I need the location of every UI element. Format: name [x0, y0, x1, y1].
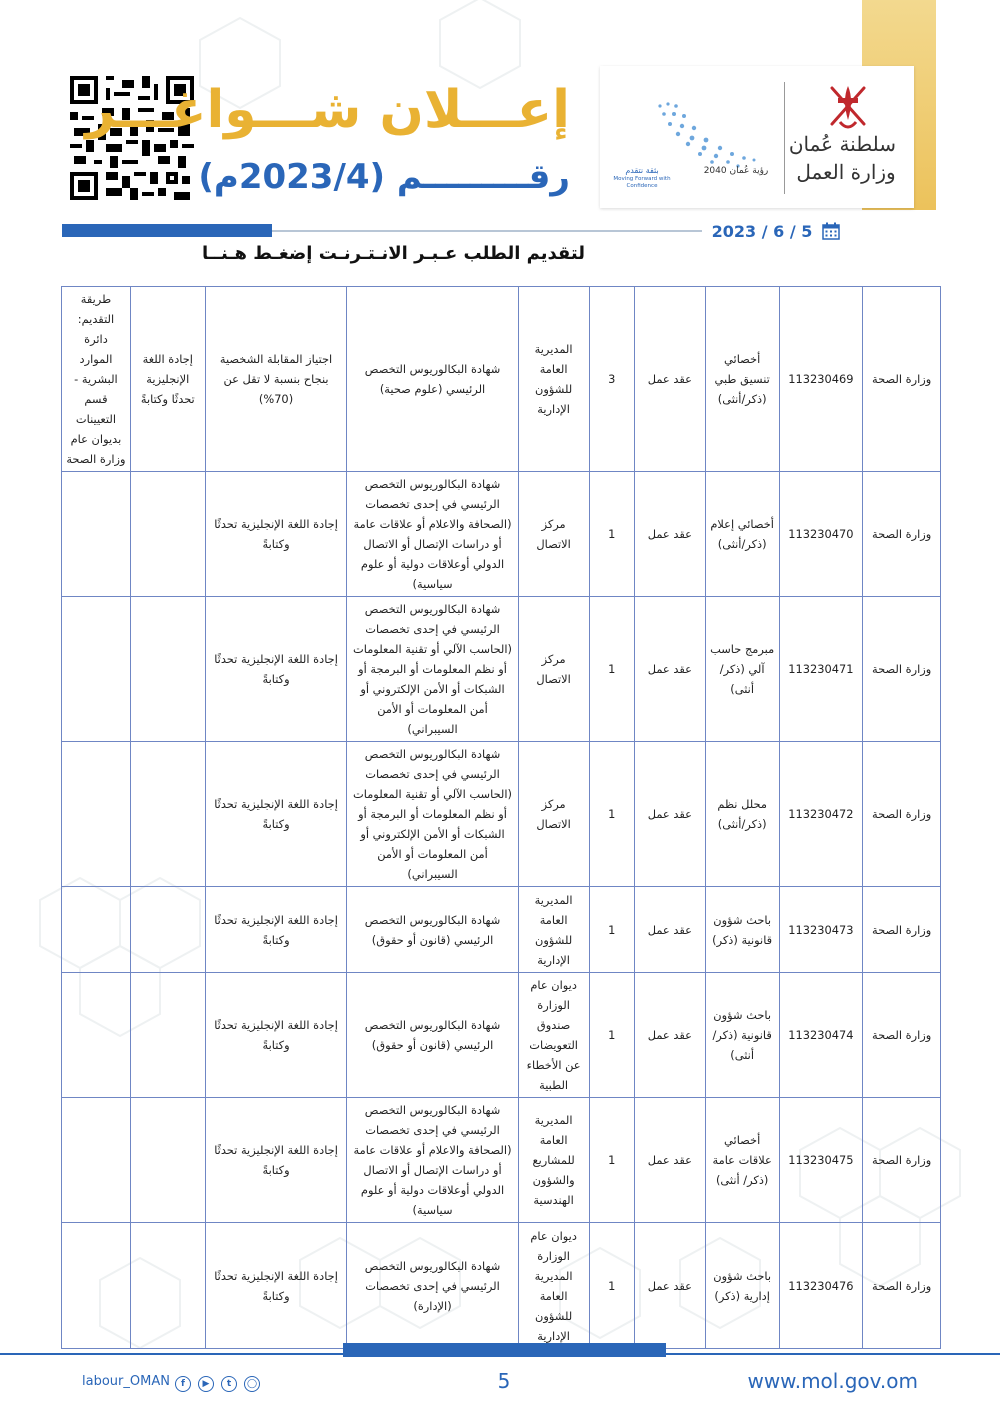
calendar-icon: [822, 222, 840, 240]
oman-emblem-icon: [826, 78, 870, 138]
cell-employer: وزارة الصحة: [863, 287, 941, 472]
cell-employer: وزارة الصحة: [863, 887, 941, 973]
cell-contract: عقد عمل: [634, 887, 705, 973]
instagram-icon[interactable]: ◯: [244, 1376, 260, 1392]
cell-employer: وزارة الصحة: [863, 742, 941, 887]
table-row: [62, 1223, 941, 1349]
cell-code: 113230472: [779, 742, 863, 887]
cell-req2: [130, 597, 205, 742]
cell-method: [62, 1223, 131, 1349]
cell-dept: المديرية العامة للشؤون الإدارية: [518, 887, 589, 973]
cell-contract: عقد عمل: [634, 1098, 705, 1223]
table-row: [62, 1098, 941, 1223]
cell-code: 113230469: [779, 287, 863, 472]
cell-code: 113230474: [779, 973, 863, 1098]
table-row: [62, 973, 941, 1098]
apply-online-link[interactable]: لتقديم الطلب عـبـر الانـتـرنـت إضغـط هـنــا: [201, 243, 585, 264]
cell-qualification: شهادة البكالوريوس التخصص الرئيسي في إحدى تخصصات (الإدارة): [347, 1223, 518, 1349]
cell-req2: [130, 973, 205, 1098]
date-text: 2023 / 6 / 5: [711, 222, 813, 241]
cell-count: 1: [589, 472, 634, 597]
website-link[interactable]: www.mol.gov.om: [747, 1369, 918, 1393]
cell-qualification: شهادة البكالوريوس التخصص الرئيسي (علوم صحية): [347, 287, 518, 472]
cell-qualification: شهادة البكالوريوس التخصص الرئيسي في إحدى تخصصات (الصحافة والاعلام أو علاقات عامة أو دراسات الإتصال أو الاتصال الدولي أوعلاقات دولية أو علوم سياسية): [347, 1098, 518, 1223]
cell-req1: إجادة اللغة الإنجليزية تحدثًا وكتابةً: [205, 597, 347, 742]
cell-title: محلل نظم (ذكر/أنثى): [705, 742, 779, 887]
cell-title: أخصائي علاقات عامة (ذكر/ أنثى): [705, 1098, 779, 1223]
header-blue-bar: [62, 224, 272, 237]
cell-method: [62, 1098, 131, 1223]
header-divider-line: [272, 230, 702, 232]
cell-req1: إجادة اللغة الإنجليزية تحدثًا وكتابةً: [205, 887, 347, 973]
cell-method: [62, 742, 131, 887]
cell-qualification: شهادة البكالوريوس التخصص الرئيسي (قانون أو حقوق): [347, 973, 518, 1098]
cell-qualification: شهادة البكالوريوس التخصص الرئيسي في إحدى تخصصات (الحاسب الآلي أو تقنية المعلومات أو نظم المعلومات أو البرمجة أو الشبكات أو الأمن الإلكتروني أو أمن المعلومات أو الأمن السيبراني): [347, 597, 518, 742]
cell-req1: إجادة اللغة الإنجليزية تحدثًا وكتابةً: [205, 973, 347, 1098]
ministry-name: وزارة العمل: [796, 160, 896, 184]
footer-blue-bar: [343, 1343, 666, 1357]
cell-title: أخصائي تنسيق طبي (ذكر/أنثى): [705, 287, 779, 472]
sultanate-name: سلطنة عُمان: [788, 132, 896, 156]
cell-employer: وزارة الصحة: [863, 472, 941, 597]
cell-dept: ديوان عام الوزارة صندوق التعويضات عن الأخطاء الطبية: [518, 973, 589, 1098]
cell-contract: عقد عمل: [634, 472, 705, 597]
cell-dept: المديرية العامة للمشاريع والشؤون الهندسية: [518, 1098, 589, 1223]
vacancies-table: [61, 286, 941, 1349]
cell-count: 1: [589, 742, 634, 887]
cell-req1: إجادة اللغة الإنجليزية تحدثًا وكتابةً: [205, 1223, 347, 1349]
cell-req1: إجادة اللغة الإنجليزية تحدثًا وكتابةً: [205, 472, 347, 597]
cell-count: 1: [589, 973, 634, 1098]
cell-dept: مركز الاتصال: [518, 597, 589, 742]
slogan-en: Moving Forward with Confidence: [613, 176, 671, 189]
table-row: [62, 472, 941, 597]
cell-employer: وزارة الصحة: [863, 1223, 941, 1349]
cell-req1: إجادة اللغة الإنجليزية تحدثًا وكتابةً: [205, 742, 347, 887]
logo-card: [600, 66, 914, 208]
cell-contract: عقد عمل: [634, 597, 705, 742]
youtube-icon[interactable]: ▶: [198, 1376, 214, 1392]
cell-employer: وزارة الصحة: [863, 1098, 941, 1223]
vacancy-title: إعـــلان شـــواغـــر: [85, 80, 570, 140]
cell-employer: وزارة الصحة: [863, 597, 941, 742]
cell-qualification: شهادة البكالوريوس التخصص الرئيسي في إحدى تخصصات (الحاسب الآلي أو تقنية المعلومات أو نظم المعلومات أو البرمجة أو الشبكات أو الأمن الإلكتروني أو أمن المعلومات أو الأمن السيبراني): [347, 742, 518, 887]
cell-req2: [130, 1223, 205, 1349]
cell-req2: [130, 887, 205, 973]
cell-contract: عقد عمل: [634, 1223, 705, 1349]
cell-method: [62, 472, 131, 597]
cell-title: أخصائي إعلام (ذكر/أنثى): [705, 472, 779, 597]
twitter-icon[interactable]: t: [221, 1376, 237, 1392]
page-number: 5: [497, 1369, 511, 1393]
cell-method: [62, 597, 131, 742]
slogan-ar: بثقة نتقدم: [625, 166, 659, 175]
cell-code: 113230475: [779, 1098, 863, 1223]
cell-req2: [130, 742, 205, 887]
cell-req2: إجادة اللغة الإنجليزية تحدثًا وكتابةً: [130, 287, 205, 472]
cell-code: 113230476: [779, 1223, 863, 1349]
cell-title: باحث شؤون إدارية (ذكر): [705, 1223, 779, 1349]
cell-req1: اجتياز المقابلة الشخصية بنجاح بنسبة لا تقل عن (70%): [205, 287, 347, 472]
cell-title: مبرمج حاسب آلي (ذكر/أنثى): [705, 597, 779, 742]
cell-dept: ديوان عام الوزارة المديرية العامة للشؤون الإدارية: [518, 1223, 589, 1349]
cell-qualification: شهادة البكالوريوس التخصص الرئيسي في إحدى تخصصات (الصحافة والاعلام أو علاقات عامة أو دراسات الإتصال أو الاتصال الدولي أوعلاقات دولية أو علوم سياسية): [347, 472, 518, 597]
table-row: [62, 742, 941, 887]
cell-code: 113230471: [779, 597, 863, 742]
cell-req1: إجادة اللغة الإنجليزية تحدثًا وكتابةً: [205, 1098, 347, 1223]
cell-req2: [130, 1098, 205, 1223]
table-row: [62, 597, 941, 742]
cell-title: باحث شؤون قانونية (ذكر/ أنثى): [705, 973, 779, 1098]
cell-contract: عقد عمل: [634, 287, 705, 472]
table-row: [62, 287, 941, 472]
cell-count: 1: [589, 597, 634, 742]
cell-title: باحث شؤون قانونية (ذكر): [705, 887, 779, 973]
cell-qualification: شهادة البكالوريوس التخصص الرئيسي (قانون أو حقوق): [347, 887, 518, 973]
table-row: [62, 887, 941, 973]
cell-req2: [130, 472, 205, 597]
cell-count: 1: [589, 1098, 634, 1223]
cell-method: [62, 973, 131, 1098]
cell-method: [62, 887, 131, 973]
cell-dept: المديرية العامة للشؤون الإدارية: [518, 287, 589, 472]
vision-label: رؤية عُمان 2040: [703, 166, 769, 176]
cell-contract: عقد عمل: [634, 742, 705, 887]
announcement-number: رقـــــــــم (2023/4م): [198, 157, 570, 197]
cell-code: 113230473: [779, 887, 863, 973]
cell-method: طريقة التقديم: دائرة الموارد البشرية - قسم التعيينات بديوان عام وزارة الصحة: [62, 287, 131, 472]
logo-divider: [784, 82, 785, 194]
cell-count: 3: [589, 287, 634, 472]
cell-employer: وزارة الصحة: [863, 973, 941, 1098]
cell-count: 1: [589, 1223, 634, 1349]
cell-contract: عقد عمل: [634, 973, 705, 1098]
cell-code: 113230470: [779, 472, 863, 597]
cell-count: 1: [589, 887, 634, 973]
social-handle[interactable]: labour_OMAN: [82, 1374, 170, 1389]
facebook-icon[interactable]: f: [175, 1376, 191, 1392]
cell-dept: مركز الاتصال: [518, 472, 589, 597]
announcement-date: [700, 222, 840, 241]
cell-dept: مركز الاتصال: [518, 742, 589, 887]
